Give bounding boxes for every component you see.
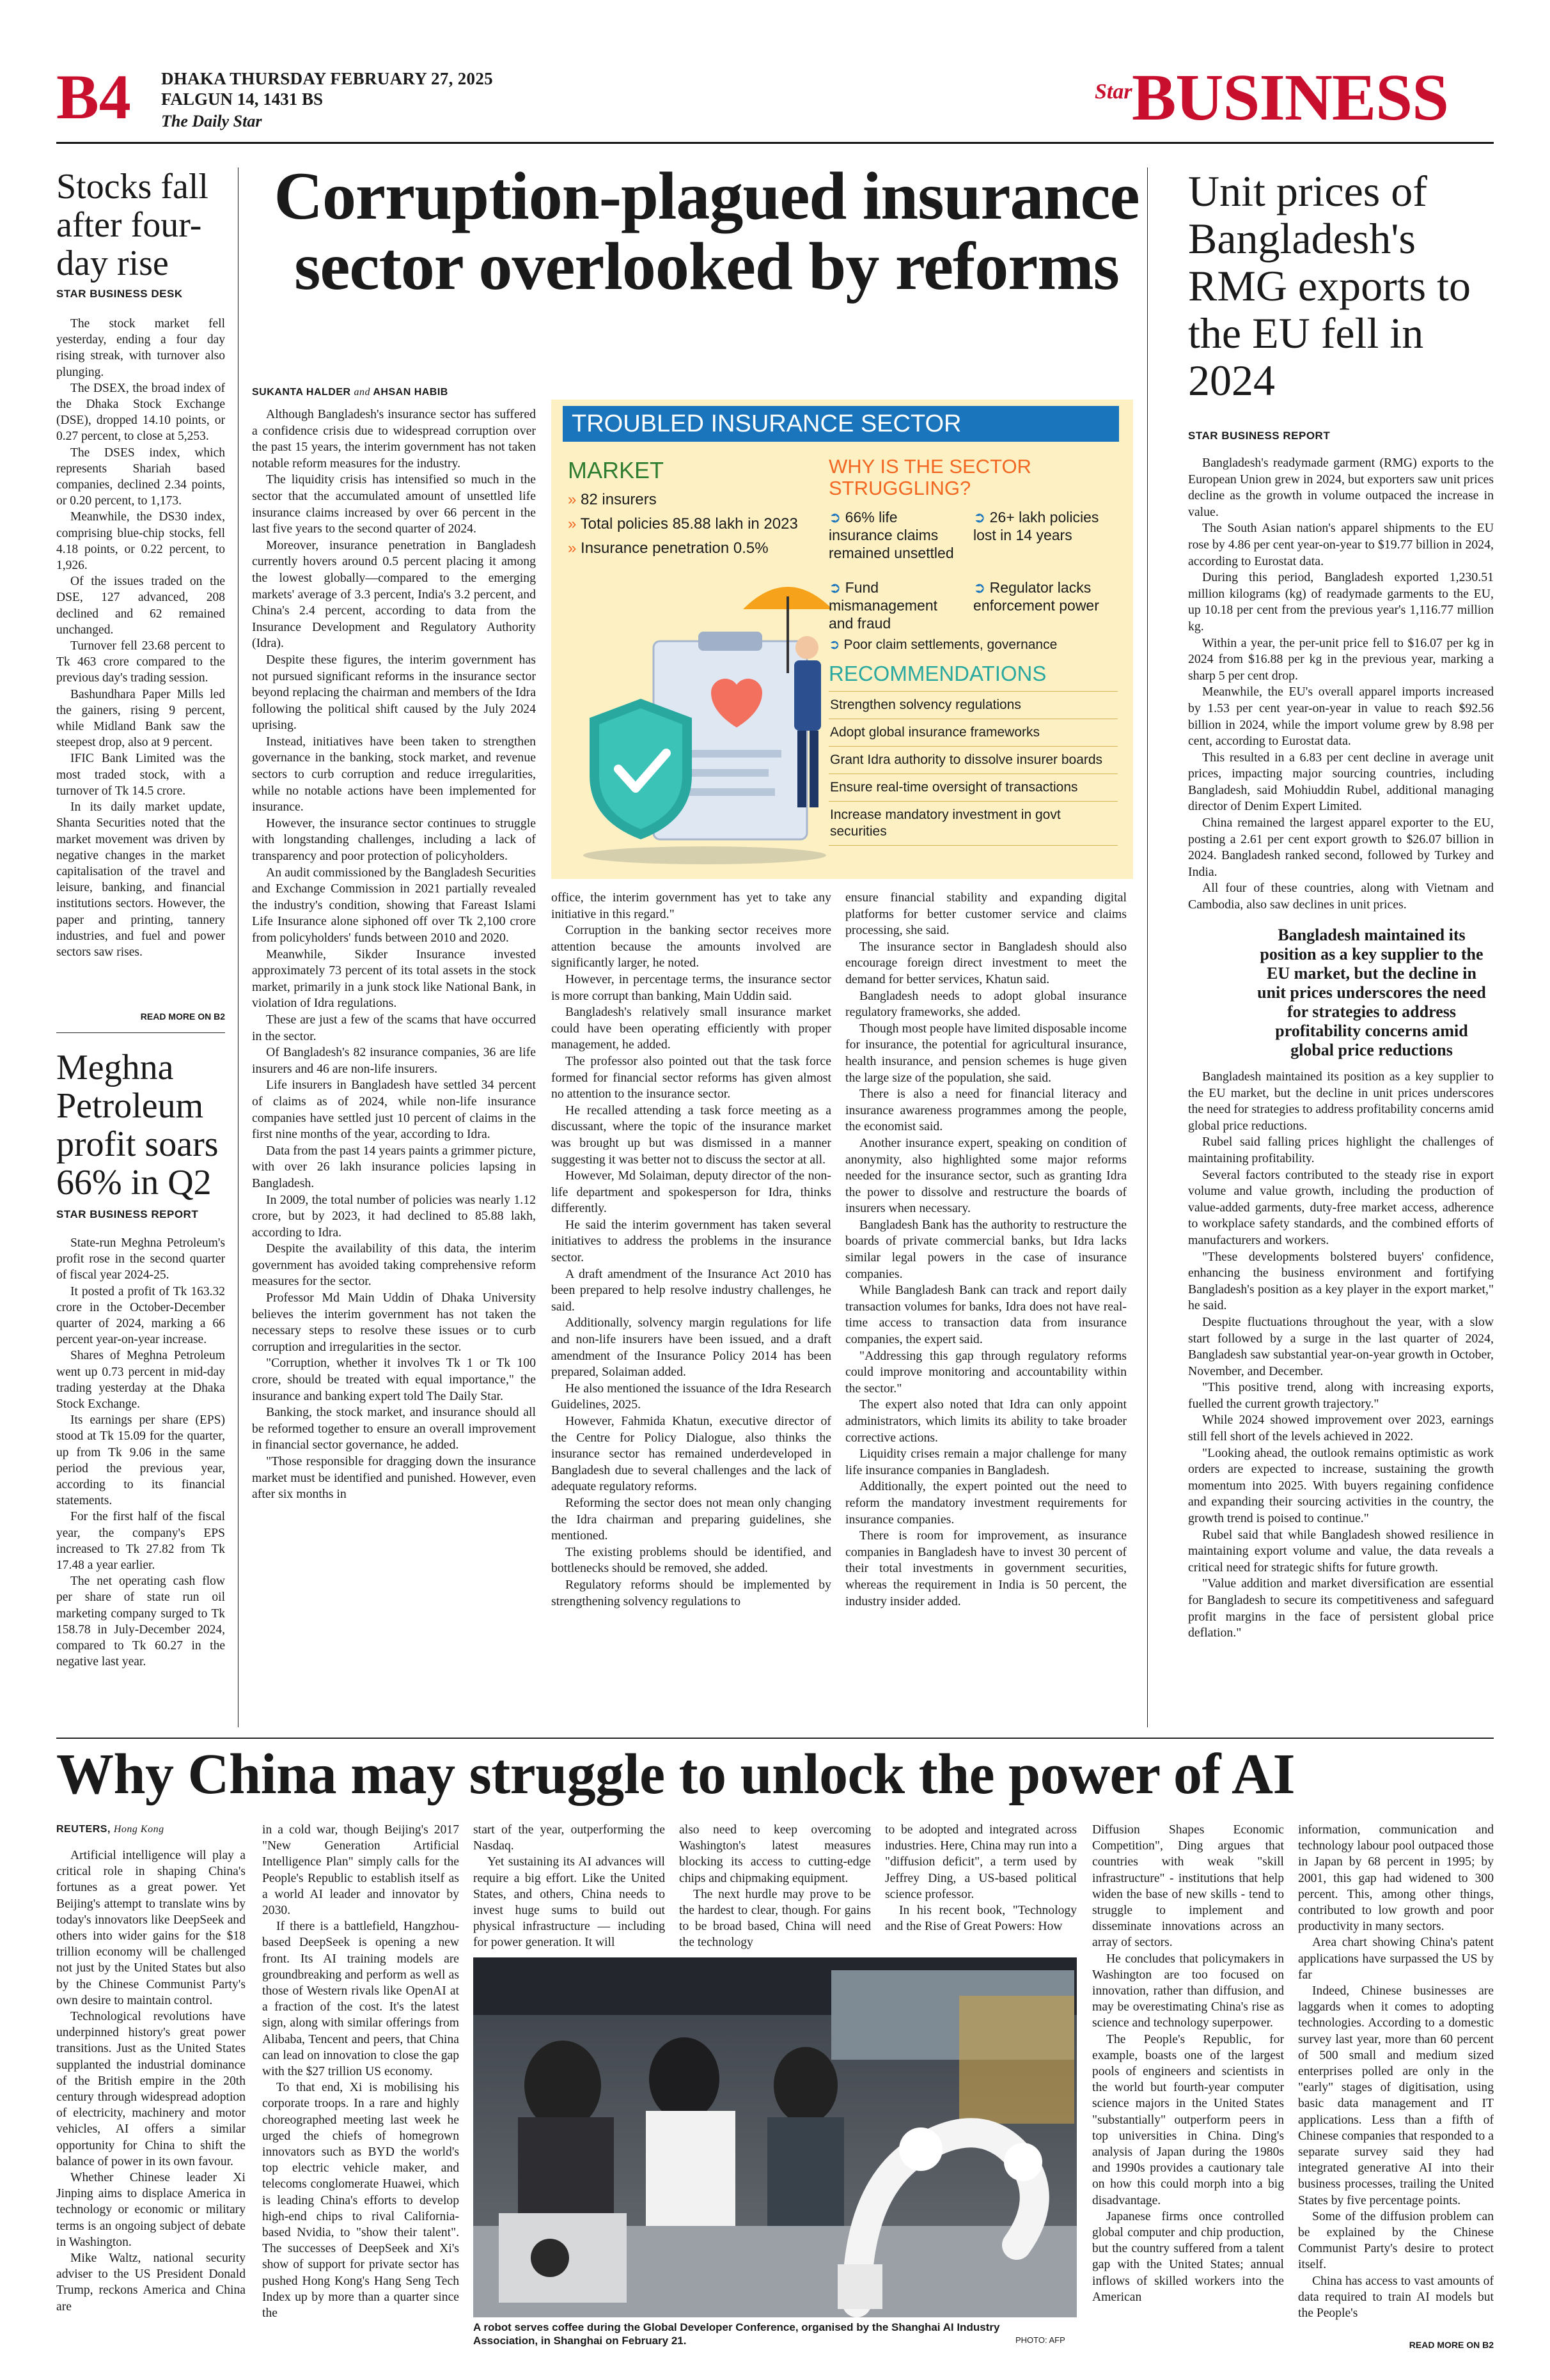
insurance-para: He said the interim government has taken several initiatives to address the problems in the insurance sector.: [551, 1217, 831, 1265]
stocks-para: The DSEX, the broad index of the Dhaka Stock Exchange (DSE), dropped 14.10 points, or 0.27 percent, to close at 5,253.: [56, 381, 225, 444]
china-para: China has access to vast amounts of data required to train AI models but the People's: [1298, 2274, 1494, 2321]
insurance-para: office, the interim government has yet to take any initiative in this regard.": [551, 891, 831, 921]
byline-author-a: SUKANTA HALDER: [252, 387, 351, 398]
photo-caption: A robot serves coffee during the Global Developer Conference, organised by the Shanghai AI Industry Association, in Shanghai on February 21.: [473, 2321, 1000, 2347]
insurance-para: Reforming the sector does not mean only changing the Idra chairman and preparing guidelines, she mentioned.: [551, 1495, 831, 1543]
insurance-para: Corruption in the banking sector receives more attention because the amounts involved are significantly larger, he noted.: [551, 923, 831, 970]
rmg-para: The South Asian nation's apparel shipments to the EU rose by 4.86 per cent year-on-year to $19.77 billion in 2024, according to Eurostat data.: [1188, 521, 1494, 568]
meghna-byline: STAR BUSINESS REPORT: [56, 1208, 199, 1220]
insurance-byline: [252, 387, 448, 398]
stocks-byline: STAR BUSINESS DESK: [56, 288, 183, 300]
stocks-para: In its daily market update, Shanta Securities noted that the market movement was driven by negative changes in the market capitalisation of the travel and leisure, banking, and financial institutions sectors. However, the paper and printing, tannery industries, and fuel and power sectors saw rises.: [56, 800, 225, 959]
chevron-icon: »: [568, 515, 577, 533]
china-para: Whether Chinese leader Xi Jinping aims to displace America in technology or economic or military terms is an ongoing subject of debate in Washington.: [56, 2171, 246, 2249]
insurance-headline: Corruption-plagued insurance sector overlooked by reforms: [274, 159, 1139, 304]
insurance-para: The insurance sector in Bangladesh should also encourage foreign direct investment to meet the demand for better services, Khatun said.: [845, 939, 1127, 986]
masthead-rule: [56, 142, 1494, 144]
stocks-headline: Stocks fall after four-day rise: [56, 167, 208, 283]
paper-logo: The Daily Star: [161, 112, 262, 130]
photo-credit: PHOTO: AFP: [1015, 2335, 1065, 2345]
meghna-para: State-run Meghna Petroleum's profit rose in the second quarter of fiscal year 2024-25.: [56, 1236, 225, 1282]
china-para: in a cold war, though Beijing's 2017 "New Generation Artificial Intelligence Plan" simply calls for the People's Republic to establish itself as a world AI leader and innovator by 2030.: [262, 1823, 459, 1918]
arrow-icon: ➲: [973, 579, 986, 596]
robot-coffee-photo: [473, 1957, 1077, 2317]
china-para: Technological revolutions have underpinned history's great power transitions. Just as the United States supplanted the industrial dominance of the British empire in the 20th century through widespread adoption of electricity, machinery and motor vehicles, AI offers a similar opportunity for China to shift the balance of power in its own favour.: [56, 2010, 246, 2168]
insurance-para: Bangladesh's relatively small insurance market could have been operating efficiently with proper management, he added.: [551, 1005, 831, 1052]
china-para: Diffusion Shapes Economic Competition", Ding argues that countries with weak "skill infrastructure" - institutions that help widen the base of new skills - tend to struggle to implement and disseminate innovations across an array of sectors.: [1092, 1823, 1284, 1950]
insurance-para: "Those responsible for dragging down the insurance market must be identified and punished. However, even after six months in: [252, 1454, 536, 1502]
rmg-para: China remained the largest apparel exporter to the EU, posting a 2.61 per cent export growth to $26.07 billion in 2024. Bangladesh ranked second, followed by Turkey and India.: [1188, 816, 1494, 879]
rmg-para: "Looking ahead, the outlook remains optimistic as work orders are expected to increase, sustaining the growth momentum into 2025. With buyers regaining confidence and expanding their sourcing activities in the country, the growth trend is poised to continue.": [1188, 1445, 1494, 1526]
stocks-para: Of the issues traded on the DSE, 127 advanced, 208 declined and 62 remained unchanged.: [56, 575, 225, 637]
insurance-para: Although Bangladesh's insurance sector has suffered a confidence crisis due to widespread corruption over the past 15 years, the interim government has not taken notable reform measures for the industry.: [252, 407, 536, 471]
stocks-para: Meanwhile, the DS30 index, comprising blue-chip stocks, fell 4.18 points, or 0.22 percent, to 1,926.: [56, 510, 225, 573]
insurance-para: While Bangladesh Bank can track and report daily transaction volumes for banks, Idra does not have real-time access to transaction data from insurance companies, the expert said.: [845, 1283, 1127, 1347]
stocks-read-more[interactable]: READ MORE ON B2: [140, 1011, 225, 1022]
recommendation-item: Adopt global insurance frameworks: [829, 719, 1118, 746]
chevron-icon: »: [568, 491, 577, 508]
recommendation-item: Ensure real-time oversight of transactions: [829, 774, 1118, 801]
insurance-para: There is room for improvement, as insurance companies in Bangladesh have to invest 30 percent of their total investments in government securities, whereas the requirement in India is 50 percent, the industry insider added.: [845, 1528, 1127, 1608]
insurance-para: These are just a few of the scams that have occurred in the sector.: [252, 1012, 536, 1043]
stocks-para: IFIC Bank Limited was the most traded stock, with a turnover of Tk 14.5 crore.: [56, 752, 225, 798]
market-heading: MARKET: [568, 457, 664, 483]
rmg-para: During this period, Bangladesh exported 1,230.51 million kilograms (kg) of readymade garments to the EU, up 10.18 per cent from the previous year's 1,116.77 million kg.: [1188, 570, 1494, 634]
china-para: The next hurdle may prove to be the hardest to clear, though. For gains to be broad based, China will need the technology: [679, 1887, 871, 1950]
insurance-para: Meanwhile, Sikder Insurance invested approximately 73 percent of its total assets in the stock market, primarily in a junk stock like National Bank, in violation of Idra regulations.: [252, 947, 536, 1011]
china-para: The People's Republic, for example, boasts one of the largest pools of engineers and scientists in the world but fourth-year computer science majors in the United States "substantially" outperform peers in top universities in China. Ding's analysis of Japan during the 1980s and 1990s provides a cautionary tale on how this could morph into a big disadvantage.: [1092, 2032, 1284, 2207]
rmg-para: Several factors contributed to the steady rise in export volume and value growth, including the production of value-added garments, duty-free market access, adherence to workplace safety standards, and the combined efforts of manufacturers and workers.: [1188, 1167, 1494, 1247]
insurance-para: An audit commissioned by the Bangladesh Securities and Exchange Commission in 2021 partially revealed the industry's condition, showing that Fareast Islami Life Insurance alone siphoned off over Tk 2,100 crore from policyholders' funds between 2010 and 2020.: [252, 865, 536, 945]
byline-author-b: AHSAN HABIB: [373, 387, 448, 398]
china-para: Indeed, Chinese businesses are laggards when it comes to adopting technologies. According to a domestic survey last year, more than 60 percent of 500 small and medium sized enterprises polled are only in the "early" stages of digitisation, using basic data management and IT applications. Less than a fifth of Chinese companies that responded to a separate survey said they had integrated generative AI into their business processes, trailing the United States by five percentage points.: [1298, 1984, 1494, 2207]
rmg-pullquote: Bangladesh maintained its position as a key supplier to the EU market, but the decline in unit prices underscores the need for strategies to address profitability concerns amid global price reductions: [1257, 926, 1486, 1059]
star-logo: Star: [1095, 80, 1132, 104]
rmg-para: Meanwhile, the EU's overall apparel imports increased by 1.53 per cent year-on-year in value to reach $92.56 billion in 2024, while the import volume grew by 8.98 per cent, according to Eurostat data.: [1188, 685, 1494, 749]
chevron-icon: »: [568, 540, 577, 557]
china-para: also need to keep overcoming Washington's latest measures blocking its access to cutting-edge chips and chipmaking equipment.: [679, 1823, 871, 1885]
insurance-para: Bangladesh Bank has the authority to restructure the boards of private commercial banks, but Idra lacks similar legal powers in the case of insurance companies.: [845, 1217, 1127, 1281]
china-para: Area chart showing China's patent applications have surpassed the US by far: [1298, 1936, 1494, 1982]
insurance-para: Despite the availability of this data, the interim government has avoided taking comprehensive reform measures for the sector.: [252, 1241, 536, 1289]
rmg-body-a: [1188, 455, 1494, 914]
rmg-para: Within a year, the per-unit price fell to $16.07 per kg in 2024 from $16.88 per kg in the previous year, marking a sharp 5 per cent drop.: [1188, 635, 1494, 683]
insurance-para: In 2009, the total number of policies was nearly 1.12 crore, but by 2023, it had declined to 85.88 lakh, according to Idra.: [252, 1192, 536, 1240]
insurance-para: Moreover, insurance penetration in Bangladesh currently hovers around 0.5 percent placing it among the lowest globally—compared to the emerging markets' average of 3.3 percent, India's 3.2 percent, and China's 2.4 percent, according to data from the Insurance Development and Regulatory Authority (Idra).: [252, 538, 536, 651]
meghna-para: For the first half of the fiscal year, the company's EPS increased to Tk 27.82 from Tk 17.48 a year earlier.: [56, 1510, 225, 1573]
insurance-para: ensure financial stability and expanding digital platforms for better customer service and claims processing, she said.: [845, 891, 1127, 938]
insurance-col1: [252, 407, 536, 1503]
insurance-para: Though most people have limited disposable income for insurance, the potential for agricultural insurance, health insurance, and pension schemes is huge given the large size of the population, she said.: [845, 1021, 1127, 1085]
insurance-col3: [845, 890, 1127, 1610]
insurance-infographic: [551, 400, 1133, 879]
china-para: Some of the diffusion problem can be explained by the Chinese Communist Party's desire to protect itself.: [1298, 2209, 1494, 2272]
section-divider: [56, 1738, 1494, 1739]
rmg-para: This resulted in a 6.83 per cent decline in average unit prices, impacting major sourcing countries, including Bangladesh, said Mohiuddin Rubel, additional managing director of Denim Expert Limited.: [1188, 750, 1494, 814]
rmg-para: Rubel said that while Bangladesh showed resilience in maintaining export volume and value, the data reveals a critical need for strategic shifts for future growth.: [1188, 1527, 1494, 1575]
market-list: [568, 488, 798, 561]
meghna-body: [56, 1235, 225, 1670]
china-col2: [262, 1822, 459, 2321]
bangla-date: FALGUN 14, 1431 BS: [161, 89, 324, 109]
rmg-para: "This positive trend, along with increasing exports, fuelled the current growth trajectory.": [1188, 1380, 1494, 1411]
why-heading: WHY IS THE SECTOR STRUGGLING?: [829, 455, 1031, 499]
china-para: If there is a battlefield, Hangzhou-based DeepSeek is opening a new front. Its AI training models are groundbreaking and perform as well as those of Western rivals like OpenAI at a fraction of the cost. It's the latest sign, along with similar offerings from Alibaba, Tencent and peers, that China can lead on innovation to close the gap with the $27 trillion US economy.: [262, 1920, 459, 2079]
china-read-more[interactable]: READ MORE ON B2: [1409, 2340, 1494, 2350]
insurance-para: Additionally, solvency margin regulations for life and non-life insurers have been issued, and a draft amendment of the Insurance Policy 2014 has been prepared, Solaiman added.: [551, 1316, 831, 1380]
rmg-para: "These developments bolstered buyers' confidence, enhancing the business environment and fortifying Bangladesh's position as a key player in the export market," he said.: [1188, 1249, 1494, 1313]
recommendation-item: Grant Idra authority to dissolve insurer boards: [829, 746, 1118, 774]
page-number: B4: [56, 61, 131, 132]
rmg-headline: Unit prices of Bangladesh's RMG exports to the EU fell in 2024: [1188, 167, 1471, 405]
insurance-para: However, Md Solaiman, deputy director of the non-life department and spokesperson for Idra, thinks differently.: [551, 1169, 831, 1216]
insurance-para: Banking, the stock market, and insurance should all be reformed together to ensure an overall improvement in financial sector governance, he added.: [252, 1405, 536, 1452]
china-agency: REUTERS,: [56, 1824, 111, 1835]
why-item: ➲ Fund mismanagement and fraud: [829, 579, 938, 632]
arrow-icon: ➲: [829, 637, 840, 652]
china-para: Japanese firms once controlled global computer and chip production, but the country suffered from a talent gap with the United States; annual inflows of skilled workers into the American: [1092, 2209, 1284, 2304]
arrow-icon: ➲: [829, 579, 842, 596]
china-para: Mike Waltz, national security adviser to the US President Donald Trump, reckons America and China are: [56, 2252, 246, 2314]
left-rule: [56, 1032, 225, 1033]
arrow-icon: ➲: [829, 509, 842, 525]
section-title: BUSINESS: [1132, 61, 1448, 134]
why-item: ➲ 66% life insurance claims remained unsettled: [829, 509, 954, 561]
rmg-para: Despite fluctuations throughout the year, with a slow start followed by a surge in the last quarter of 2024, Bangladesh saw substantial year-on-year growth in October, November, and December.: [1188, 1314, 1494, 1378]
insurance-para: Bangladesh needs to adopt global insurance regulatory frameworks, she added.: [845, 988, 1127, 1020]
rmg-para: Rubel said falling prices highlight the challenges of maintaining profitability.: [1188, 1135, 1494, 1165]
insurance-para: The expert also noted that Idra can only appoint administrators, which limits its ability to take broader corrective actions.: [845, 1397, 1127, 1445]
insurance-para: However, Fahmida Khatun, executive director of the Centre for Policy Dialogue, also thinks the insurance sector has remained underdeveloped in Bangladesh due to several challenges and the lack of adequate regulatory reforms.: [551, 1414, 831, 1494]
insurance-para: The professor also pointed out that the task force formed for financial sector reforms has given almost no attention to the insurance sector.: [551, 1054, 831, 1101]
insurance-para: However, the insurance sector continues to struggle with longstanding challenges, including a lack of transparency and poor protection of policyholders.: [252, 816, 536, 864]
insurance-para: A draft amendment of the Insurance Act 2010 has been prepared to help resolve industry challenges, he said.: [551, 1266, 831, 1314]
why-item: ➲ Poor claim settlements, governance: [829, 637, 1058, 652]
rmg-para: Bangladesh maintained its position as a key supplier to the EU market, but the decline in unit prices underscores the need for strategies to address profitability concerns amid global price reductions.: [1188, 1069, 1494, 1133]
insurance-para: Life insurers in Bangladesh have settled 34 percent of claims as of 2024, while non-life insurance companies have settled just 10 percent of claims in the first nine months of the year, according to Idra.: [252, 1078, 536, 1142]
china-col7: [1298, 1822, 1494, 2321]
stocks-para: The DSES index, which represents Shariah based companies, declined 2.34 points, or 0.20 percent, to 1,173.: [56, 446, 225, 508]
china-byline: [56, 1824, 164, 1835]
insurance-para: Additionally, the expert pointed out the need to reform the mandatory investment requirements for insurance companies.: [845, 1479, 1127, 1527]
china-col6: [1092, 1822, 1284, 2305]
meghna-para: The net operating cash flow per share of state run oil marketing company surged to Tk 158.78 in July-December 2024, compared to Tk 60.27 in the negative last year.: [56, 1575, 225, 1669]
china-para: start of the year, outperforming the Nasdaq.: [473, 1823, 665, 1853]
meghna-para: Shares of Meghna Petroleum went up 0.73 percent in mid-day trading yesterday at the Dhaka Stock Exchange.: [56, 1349, 225, 1412]
meghna-para: Its earnings per share (EPS) stood at Tk 15.09 for the quarter, up from Tk 9.06 in the same period the previous year, according to its financial statements.: [56, 1413, 225, 1508]
insurance-para: However, in percentage terms, the insurance sector is more corrupt than banking, Main Uddin said.: [551, 972, 831, 1003]
insurance-illustration: [577, 571, 845, 871]
china-para: To that end, Xi is mobilising his corporate troops. In a rare and highly choreographed meeting last week he urged the chiefs of homegrown innovators such as BYD the world's top electric vehicle maker, and telecoms conglomerate Huawei, which is leading China's efforts to develop high-end chips to rival California-based Nvidia, to "show their talent". The successes of DeepSeek and Xi's show of support for private sector has pushed Hong Kong's Hang Seng Tech Index up by more than a quarter since the: [262, 2081, 459, 2321]
stocks-para: The stock market fell yesterday, ending a four day rising streak, with turnover also plunging.: [56, 317, 225, 379]
recommendation-item: Strengthen solvency regulations: [829, 691, 1118, 719]
insurance-para: Despite these figures, the interim government has not pursued significant reforms in the insurance sector beyond replacing the chairman and members of the Idra following the political shift caused by the July 2024 uprising.: [252, 652, 536, 733]
rmg-byline: STAR BUSINESS REPORT: [1188, 430, 1331, 442]
china-para: In his recent book, "Technology and the Rise of Great Powers: How: [885, 1904, 1077, 1934]
china-para: Artificial intelligence will play a critical role in shaping China's fortunes as a great power. Yet Beijing's attempt to translate wins by today's innovators like DeepSeek and others into wider gains for the $18 trillion economy will be challenged not just by the United States but also by the Chinese Communist Party's own desire to maintain control.: [56, 1849, 246, 2007]
china-para: information, communication and technology labour pool outpaced those in Japan by 68 percent in 1995; by 2001, this gap had widened to 300 percent. This, among other things, contributed to low growth and poor productivity in many sectors.: [1298, 1823, 1494, 1934]
rmg-para: Bangladesh's readymade garment (RMG) exports to the European Union grew in 2024, but exporters saw unit prices decline as the growth in volume outpaced the increase in value.: [1188, 456, 1494, 519]
col-divider-left: [238, 167, 239, 1727]
china-headline: Why China may struggle to unlock the power of AI: [56, 1743, 1295, 1806]
why-item: ➲ Regulator lacks enforcement power: [973, 579, 1099, 614]
insurance-para: Regulatory reforms should be implemented by strengthening solvency regulations to: [551, 1577, 831, 1608]
insurance-para: Data from the past 14 years paints a grimmer picture, with over 26 lakh insurance policies lapsing in Bangladesh.: [252, 1143, 536, 1190]
stocks-para: Bashundhara Paper Mills led the gainers, rising 9 percent, while Midland Bank saw the steepest drop, also at 9 percent.: [56, 687, 225, 750]
insurance-para: "Corruption, whether it involves Tk 1 or Tk 100 crore, should be treated with equal importance," the insurance and banking expert told The Daily Star.: [252, 1356, 536, 1403]
insurance-para: Another insurance expert, speaking on condition of anonymity, also highlighted some major reforms needed for the insurance sector, such as granting Idra the power to dissolve and restructure the boards of insurers when necessary.: [845, 1135, 1127, 1216]
col-divider-right: [1147, 167, 1148, 1727]
recommendation-item: Increase mandatory investment in govt securities: [829, 801, 1118, 846]
china-col5: [885, 1822, 1077, 1934]
meghna-headline: Meghna Petroleum profit soars 66% in Q2: [56, 1048, 219, 1202]
rmg-body-b: [1188, 1069, 1494, 1642]
recommendations-heading: RECOMMENDATIONS: [829, 662, 1047, 685]
insurance-para: The existing problems should be identified, and bottlenecks should be removed, she added.: [551, 1544, 831, 1576]
insurance-para: Liquidity crises remain a major challenge for many life insurance companies in Bangladesh.: [845, 1447, 1127, 1477]
china-col1: [56, 1847, 246, 2315]
insurance-para: "Addressing this gap through regulatory reforms could improve monitoring and accountability within the sector.": [845, 1348, 1127, 1396]
insurance-para: The liquidity crisis has intensified so much in the sector that the accumulated amount of unsettled life insurance claims increased by over 66 percent in the last five years to the second quarter of 2024.: [252, 472, 536, 536]
arrow-icon: ➲: [973, 509, 986, 525]
meghna-para: It posted a profit of Tk 163.32 crore in the October-December quarter of 2024, marking a 66 percent year-on-year increase.: [56, 1284, 225, 1347]
insurance-para: Professor Md Main Uddin of Dhaka University believes the interim government has not taken the necessary steps to resolve these issues or to curb corruption and irregularities in the sector.: [252, 1291, 536, 1354]
china-dateline: Hong Kong: [113, 1824, 164, 1835]
rmg-para: "Value addition and market diversification are essential for Bangladesh to secure its competitiveness and safeguard profit margins in the face of persistent global price deflation.": [1188, 1576, 1494, 1640]
stocks-para: Turnover fell 23.68 percent to Tk 463 crore compared to the previous day's trading session.: [56, 639, 225, 685]
rmg-para: All four of these countries, along with Vietnam and Cambodia, also saw declines in unit prices.: [1188, 881, 1494, 912]
china-col3: [473, 1822, 665, 1951]
china-para: He concludes that policymakers in Washington are too focused on innovation, rather than diffusion, and may be overestimating China's rise as science and technology superpower.: [1092, 1952, 1284, 2030]
infographic-title: TROUBLED INSURANCE SECTOR: [563, 406, 1119, 442]
insurance-para: Instead, initiatives have been taken to strengthen governance in the banking, stock market, and revenue sectors to curb corruption and reduce irregularities, while no notable actions have been implemented for insurance.: [252, 734, 536, 814]
china-para: to be adopted and integrated across industries. Here, China may run into a "diffusion deficit", a term used by Jeffrey Ding, a US-based political science professor.: [885, 1823, 1077, 1901]
china-para: Yet sustaining its AI advances will require a big effort. Like the United States, and others, China needs to invest huge sums to build out physical infrastructure — including for power generation. It will: [473, 1855, 665, 1950]
dateline: DHAKA THURSDAY FEBRUARY 27, 2025: [161, 69, 493, 88]
market-item: » Insurance penetration 0.5%: [568, 540, 769, 557]
byline-and: and: [354, 387, 370, 398]
why-item: ➲ 26+ lakh policies lost in 14 years: [973, 509, 1099, 543]
insurance-para: He also mentioned the issuance of the Idra Research Guidelines, 2025.: [551, 1381, 831, 1412]
rmg-para: While 2024 showed improvement over 2023, earnings still fell short of the levels achieved in 2022.: [1188, 1413, 1494, 1444]
insurance-para: Of Bangladesh's 82 insurance companies, 36 are life insurers and 46 are non-life insurers.: [252, 1045, 536, 1076]
china-col4: [679, 1822, 871, 1951]
market-item: » Total policies 85.88 lakh in 2023: [568, 515, 798, 533]
market-item: » 82 insurers: [568, 491, 657, 508]
insurance-col2: [551, 890, 831, 1610]
stocks-body: [56, 316, 225, 960]
insurance-para: He recalled attending a task force meeting as a discussant, where the topic of the insurance market was brought up but was dismissed in a manner suggesting it was better not to discuss the sector at all.: [551, 1103, 831, 1167]
recommendations-list: [829, 691, 1118, 846]
insurance-para: There is also a need for financial literacy and insurance awareness programmes among the people, the economist said.: [845, 1087, 1127, 1134]
